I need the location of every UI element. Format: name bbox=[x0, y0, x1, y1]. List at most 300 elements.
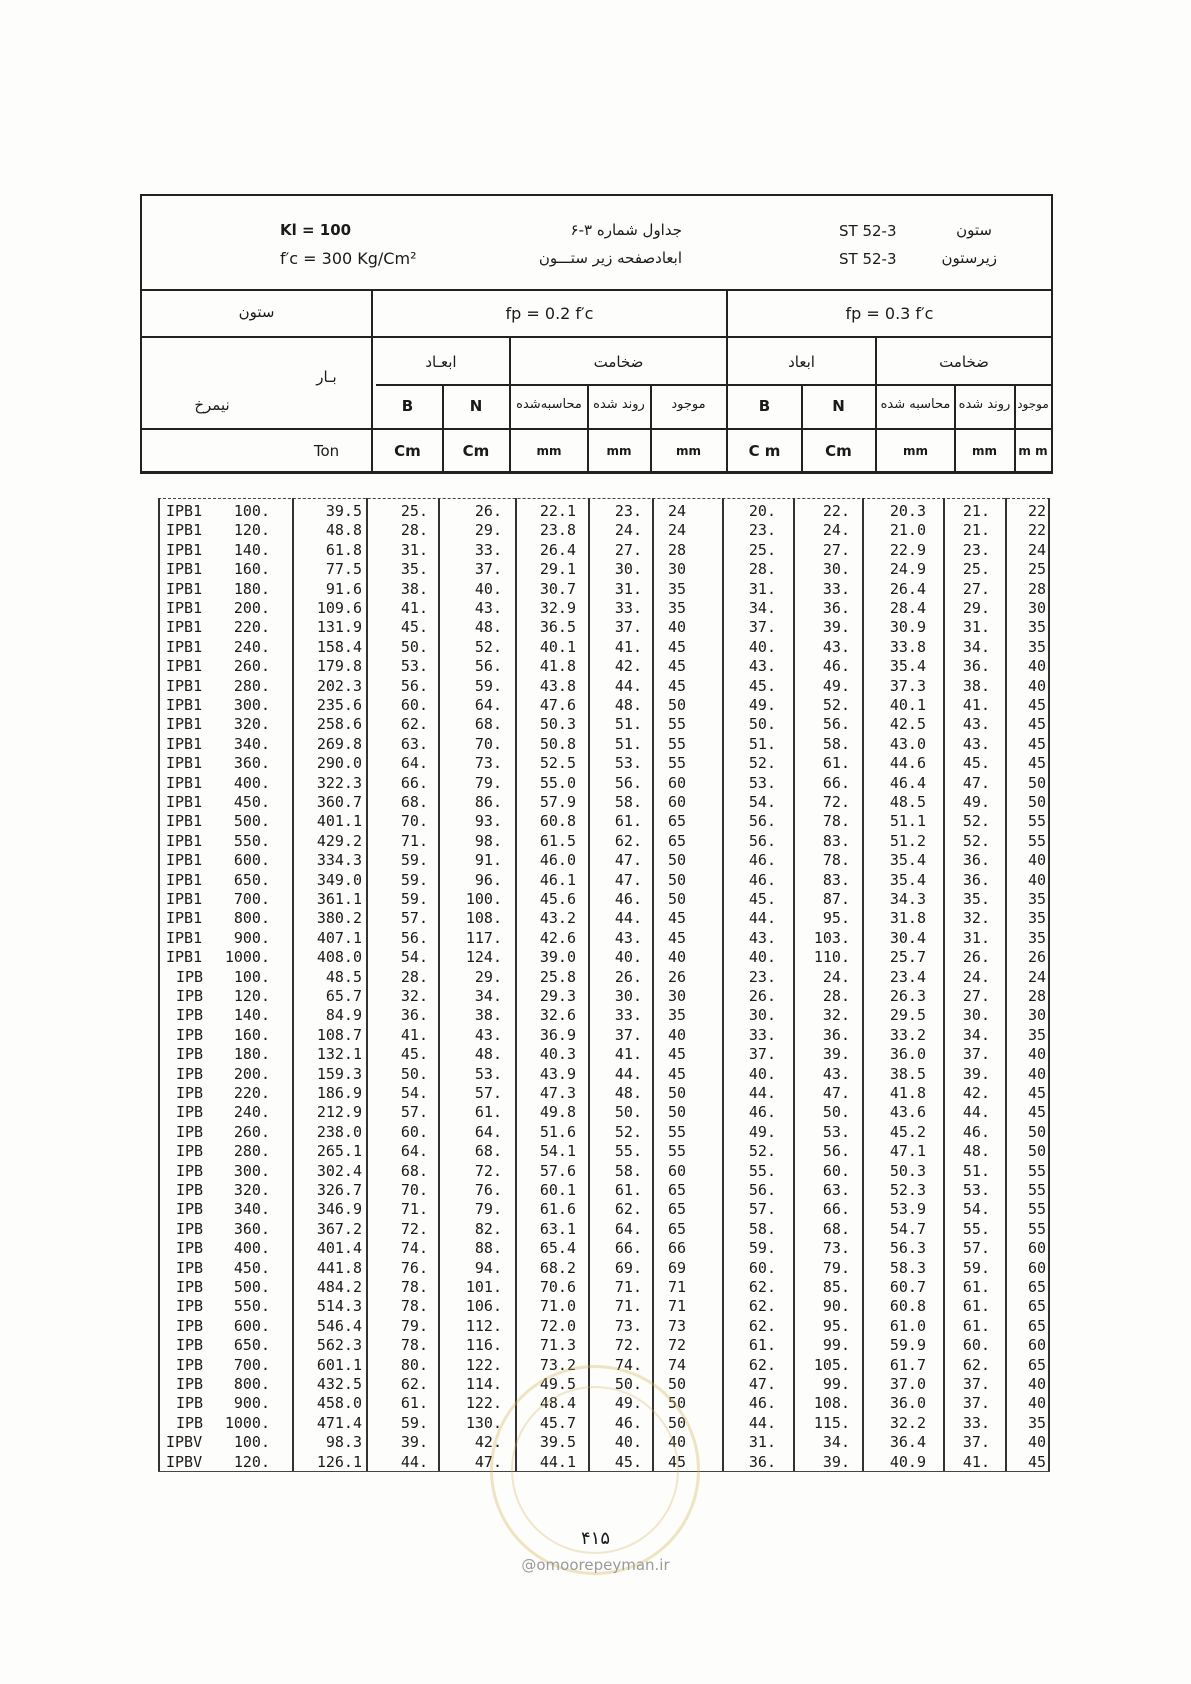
avail-thickness: 35 bbox=[667, 599, 686, 617]
header-divider bbox=[142, 336, 1051, 338]
n-value-2: 56. bbox=[822, 1142, 850, 1161]
load-value: 39.5 bbox=[325, 502, 362, 520]
calc-header-1: محاسبه‌شده bbox=[516, 397, 582, 412]
round-thickness: 37. bbox=[614, 1025, 642, 1044]
load-value: 408.0 bbox=[316, 948, 362, 967]
calc-thickness-2: 37.0 bbox=[889, 1375, 926, 1393]
b-value: 71. bbox=[400, 1200, 428, 1219]
load-value: 601.1 bbox=[316, 1355, 362, 1374]
avail-thickness: 50 bbox=[667, 1394, 686, 1413]
avail-thickness-2: 35 bbox=[1027, 618, 1046, 637]
profile-size: 240. bbox=[233, 637, 270, 656]
b-value: 60. bbox=[400, 1122, 428, 1141]
n-value-2: 56. bbox=[822, 715, 850, 734]
round-thickness: 48. bbox=[614, 1084, 642, 1102]
b-value: 61. bbox=[400, 1394, 428, 1413]
load-value: 302.4 bbox=[316, 1161, 362, 1180]
n-value: 29. bbox=[474, 521, 502, 540]
round-thickness-2: 37. bbox=[962, 1394, 990, 1413]
b-value: 57. bbox=[400, 909, 428, 928]
round-thickness: 44. bbox=[614, 1064, 642, 1083]
profile-type: IPB1 bbox=[166, 928, 203, 947]
b-value-2: 58. bbox=[748, 1219, 776, 1238]
avail-thickness: 45 bbox=[667, 1045, 686, 1064]
load-value: 269.8 bbox=[316, 734, 362, 753]
avail-thickness-2: 55 bbox=[1027, 1181, 1046, 1199]
profile-size: 220. bbox=[233, 618, 270, 637]
calc-thickness-2: 35.4 bbox=[889, 870, 926, 889]
round-thickness: 46. bbox=[614, 890, 642, 908]
avail-thickness-2: 45 bbox=[1027, 1452, 1046, 1471]
table-row bbox=[158, 1045, 1050, 1064]
round-thickness: 71. bbox=[614, 1278, 642, 1296]
n-value: 48. bbox=[474, 618, 502, 637]
profile-type: IPB1 bbox=[166, 521, 203, 540]
n-value: 101. bbox=[465, 1278, 502, 1296]
load-value: 401.4 bbox=[316, 1239, 362, 1258]
b-value: 28. bbox=[400, 521, 428, 540]
avail-thickness-2: 55 bbox=[1027, 1219, 1046, 1238]
b-value: 41. bbox=[400, 1025, 428, 1044]
n-value: 33. bbox=[474, 540, 502, 559]
calc-thickness: 42.6 bbox=[539, 928, 576, 947]
profile-type: IPB1 bbox=[166, 870, 203, 889]
avail-thickness-2: 40 bbox=[1027, 851, 1046, 870]
b-value: 53. bbox=[400, 657, 428, 676]
n-value: 38. bbox=[474, 1006, 502, 1025]
calc-thickness-2: 26.3 bbox=[889, 987, 926, 1005]
round-thickness: 37. bbox=[614, 618, 642, 637]
round-thickness: 44. bbox=[614, 676, 642, 695]
b-value-2: 56. bbox=[748, 1181, 776, 1199]
profile-size: 900. bbox=[233, 1394, 270, 1413]
avail-thickness-2: 65 bbox=[1027, 1355, 1046, 1374]
b-value: 78. bbox=[400, 1297, 428, 1316]
n-value: 96. bbox=[474, 870, 502, 889]
table-row bbox=[158, 1220, 1050, 1239]
n-value-2: 30. bbox=[822, 560, 850, 579]
round-thickness-2: 54. bbox=[962, 1200, 990, 1219]
table-row bbox=[158, 851, 1050, 870]
round-thickness: 72. bbox=[614, 1336, 642, 1355]
table-row bbox=[158, 812, 1050, 831]
load-value: 98.3 bbox=[325, 1433, 362, 1452]
profile-size: 700. bbox=[233, 890, 270, 908]
round-thickness-2: 52. bbox=[962, 812, 990, 831]
load-value: 132.1 bbox=[316, 1045, 362, 1064]
unit-mm: mm bbox=[675, 444, 701, 458]
avail-thickness: 60 bbox=[667, 1161, 686, 1180]
avail-thickness-2: 45 bbox=[1027, 1084, 1046, 1102]
round-thickness: 55. bbox=[614, 1142, 642, 1161]
b-value-2: 56. bbox=[748, 831, 776, 850]
n-value-2: 34. bbox=[822, 1433, 850, 1452]
calc-thickness: 29.3 bbox=[539, 987, 576, 1005]
b-value-2: 45. bbox=[748, 890, 776, 908]
avail-thickness: 50 bbox=[667, 851, 686, 870]
profile-type: IPB bbox=[176, 1258, 204, 1277]
calc-thickness: 57.9 bbox=[539, 793, 576, 811]
round-thickness: 73. bbox=[614, 1316, 642, 1335]
round-thickness: 58. bbox=[614, 1161, 642, 1180]
round-thickness-2: 27. bbox=[962, 987, 990, 1005]
calc-thickness-2: 38.5 bbox=[889, 1064, 926, 1083]
fp-02-label: fp = 0.2 f′c bbox=[505, 304, 594, 323]
unit-cm: Cm bbox=[825, 442, 852, 460]
profile-size: 340. bbox=[233, 1200, 270, 1219]
b-value: 41. bbox=[400, 599, 428, 617]
round-thickness-2: 30. bbox=[962, 1006, 990, 1025]
calc-thickness-2: 43.0 bbox=[889, 734, 926, 753]
n-value: 82. bbox=[474, 1219, 502, 1238]
avail-thickness-2: 28 bbox=[1027, 987, 1046, 1005]
n-value-2: 43. bbox=[822, 1064, 850, 1083]
calc-thickness-2: 21.0 bbox=[889, 521, 926, 540]
b-value-2: 28. bbox=[748, 560, 776, 579]
calc-thickness: 46.1 bbox=[539, 870, 576, 889]
avail-thickness: 72 bbox=[667, 1336, 686, 1355]
round-header-1: روند شده bbox=[593, 397, 645, 412]
calc-thickness-2: 28.4 bbox=[889, 599, 926, 617]
profile-type: IPB1 bbox=[166, 909, 203, 928]
b-value: 68. bbox=[400, 1161, 428, 1180]
n-value-2: 58. bbox=[822, 734, 850, 753]
table-row bbox=[158, 1297, 1050, 1316]
load-value: 65.7 bbox=[325, 987, 362, 1005]
avail-thickness: 26 bbox=[667, 967, 686, 986]
b-value-2: 33. bbox=[748, 1025, 776, 1044]
profile-size: 450. bbox=[233, 1258, 270, 1277]
b-value-2: 23. bbox=[748, 521, 776, 540]
table-row bbox=[158, 909, 1050, 928]
b-value-2: 37. bbox=[748, 1045, 776, 1064]
n-value-2: 46. bbox=[822, 657, 850, 676]
calc-thickness: 50.3 bbox=[539, 715, 576, 734]
calc-thickness-2: 58.3 bbox=[889, 1258, 926, 1277]
round-thickness-2: 51. bbox=[962, 1161, 990, 1180]
avail-thickness-2: 22 bbox=[1027, 521, 1046, 540]
calc-thickness: 41.8 bbox=[539, 657, 576, 676]
round-thickness: 47. bbox=[614, 851, 642, 870]
round-thickness: 69. bbox=[614, 1258, 642, 1277]
n-value-2: 43. bbox=[822, 637, 850, 656]
profile-size: 600. bbox=[233, 1316, 270, 1335]
profile-size: 500. bbox=[233, 812, 270, 831]
table-row bbox=[158, 1317, 1050, 1336]
round-thickness: 62. bbox=[614, 831, 642, 850]
b-value: 72. bbox=[400, 1219, 428, 1238]
avail-thickness: 65 bbox=[667, 1200, 686, 1219]
avail-thickness-2: 65 bbox=[1027, 1316, 1046, 1335]
round-thickness: 41. bbox=[614, 1045, 642, 1064]
load-value: 432.5 bbox=[316, 1375, 362, 1393]
round-thickness: 49. bbox=[614, 1394, 642, 1413]
b-value-2: 46. bbox=[748, 851, 776, 870]
avail-thickness: 35 bbox=[667, 579, 686, 598]
calc-thickness: 40.3 bbox=[539, 1045, 576, 1064]
load-value: 407.1 bbox=[316, 928, 362, 947]
profile-type: IPB bbox=[176, 1413, 204, 1432]
load-value: 202.3 bbox=[316, 676, 362, 695]
round-thickness-2: 59. bbox=[962, 1258, 990, 1277]
round-thickness: 74. bbox=[614, 1355, 642, 1374]
profile-size: 400. bbox=[233, 773, 270, 792]
n-value-2: 90. bbox=[822, 1297, 850, 1316]
profile-type: IPB bbox=[176, 1045, 204, 1064]
profile-type: IPB1 bbox=[166, 812, 203, 831]
calc-thickness: 63.1 bbox=[539, 1219, 576, 1238]
n-value: 72. bbox=[474, 1161, 502, 1180]
n-value-2: 24. bbox=[822, 967, 850, 986]
avail-thickness: 60 bbox=[667, 793, 686, 811]
column-steel-grade: ST 52-3 bbox=[839, 222, 897, 240]
avail-thickness: 73 bbox=[667, 1316, 686, 1335]
table-row bbox=[158, 677, 1050, 696]
round-thickness-2: 36. bbox=[962, 851, 990, 870]
b-value: 45. bbox=[400, 1045, 428, 1064]
table-subtitle: ابعادصفحه زیر ستـــون bbox=[538, 249, 682, 267]
round-thickness: 30. bbox=[614, 987, 642, 1005]
b-value: 56. bbox=[400, 676, 428, 695]
n-value: 26. bbox=[474, 502, 502, 520]
round-thickness-2: 34. bbox=[962, 1025, 990, 1044]
load-value: 48.8 bbox=[325, 521, 362, 540]
table-row bbox=[158, 1200, 1050, 1219]
b-value: 60. bbox=[400, 696, 428, 714]
avail-thickness-2: 60 bbox=[1027, 1258, 1046, 1277]
load-value: 77.5 bbox=[325, 560, 362, 579]
round-thickness: 50. bbox=[614, 1375, 642, 1393]
profile-size: 360. bbox=[233, 1219, 270, 1238]
load-value: 429.2 bbox=[316, 831, 362, 850]
b-value-2: 52. bbox=[748, 1142, 776, 1161]
round-thickness-2: 37. bbox=[962, 1045, 990, 1064]
b-value-2: 57. bbox=[748, 1200, 776, 1219]
header-divider bbox=[376, 384, 1051, 386]
load-value: 212.9 bbox=[316, 1103, 362, 1122]
n-value: 93. bbox=[474, 812, 502, 831]
round-thickness-2: 24. bbox=[962, 967, 990, 986]
b-value: 59. bbox=[400, 851, 428, 870]
b-value: 59. bbox=[400, 890, 428, 908]
load-value: 458.0 bbox=[316, 1394, 362, 1413]
n-value-2: 28. bbox=[822, 987, 850, 1005]
b-value: 28. bbox=[400, 967, 428, 986]
avail-thickness: 74 bbox=[667, 1355, 686, 1374]
n-value-2: 66. bbox=[822, 1200, 850, 1219]
b-value-2: 43. bbox=[748, 657, 776, 676]
n-value-2: 79. bbox=[822, 1258, 850, 1277]
avail-thickness-2: 55 bbox=[1027, 1200, 1046, 1219]
dimensions-group-2: ابعاد bbox=[788, 353, 815, 371]
thickness-group-1: ضخامت bbox=[593, 353, 644, 371]
calc-thickness-2: 47.1 bbox=[889, 1142, 926, 1161]
load-value: 84.9 bbox=[325, 1006, 362, 1025]
avail-thickness-2: 35 bbox=[1027, 1025, 1046, 1044]
profile-type: IPB bbox=[176, 1006, 204, 1025]
avail-thickness-2: 50 bbox=[1027, 1142, 1046, 1161]
n-value: 112. bbox=[465, 1316, 502, 1335]
profile-type: IPB bbox=[176, 1064, 204, 1083]
n-value-2: 33. bbox=[822, 579, 850, 598]
table-row bbox=[158, 1162, 1050, 1181]
round-thickness-2: 34. bbox=[962, 637, 990, 656]
round-thickness: 46. bbox=[614, 1413, 642, 1432]
b-value: 54. bbox=[400, 948, 428, 967]
unit-ton: Ton bbox=[313, 442, 340, 460]
load-value: 258.6 bbox=[316, 715, 362, 734]
round-thickness: 52. bbox=[614, 1122, 642, 1141]
avail-thickness-2: 40 bbox=[1027, 870, 1046, 889]
n-value-2: 61. bbox=[822, 754, 850, 773]
calc-thickness: 61.5 bbox=[539, 831, 576, 850]
profile-type: IPB1 bbox=[166, 560, 203, 579]
avail-thickness-2: 60 bbox=[1027, 1336, 1046, 1355]
n-value-2: 87. bbox=[822, 890, 850, 908]
profile-size: 280. bbox=[233, 1142, 270, 1161]
avail-thickness: 50 bbox=[667, 1375, 686, 1393]
profile-type: IPB bbox=[176, 1181, 204, 1199]
calc-thickness: 55.0 bbox=[539, 773, 576, 792]
round-thickness-2: 61. bbox=[962, 1297, 990, 1316]
avail-thickness-2: 40 bbox=[1027, 676, 1046, 695]
load-value: 158.4 bbox=[316, 637, 362, 656]
profile-type: IPBV bbox=[166, 1433, 203, 1452]
round-thickness: 41. bbox=[614, 637, 642, 656]
calc-thickness-2: 41.8 bbox=[889, 1084, 926, 1102]
avail-thickness: 30 bbox=[667, 987, 686, 1005]
profile-size: 400. bbox=[233, 1239, 270, 1258]
n-value-2: 36. bbox=[822, 1025, 850, 1044]
profile-type: IPB1 bbox=[166, 773, 203, 792]
calc-thickness-2: 29.5 bbox=[889, 1006, 926, 1025]
load-value: 401.1 bbox=[316, 812, 362, 831]
avail-thickness-2: 45 bbox=[1027, 1103, 1046, 1122]
round-thickness-2: 27. bbox=[962, 579, 990, 598]
load-label: بـار bbox=[316, 368, 337, 386]
round-thickness-2: 25. bbox=[962, 560, 990, 579]
round-thickness: 42. bbox=[614, 657, 642, 676]
avail-thickness: 71 bbox=[667, 1278, 686, 1296]
n-value: 76. bbox=[474, 1181, 502, 1199]
n-value: 124. bbox=[465, 948, 502, 967]
calc-thickness-2: 56.3 bbox=[889, 1239, 926, 1258]
calc-thickness-2: 22.9 bbox=[889, 540, 926, 559]
table-row bbox=[158, 890, 1050, 909]
n-value: 52. bbox=[474, 637, 502, 656]
b-value: 39. bbox=[400, 1433, 428, 1452]
b-value-2: 44. bbox=[748, 1084, 776, 1102]
n-value: 91. bbox=[474, 851, 502, 870]
calc-thickness: 43.8 bbox=[539, 676, 576, 695]
round-thickness-2: 36. bbox=[962, 870, 990, 889]
b-value-2: 59. bbox=[748, 1239, 776, 1258]
calc-thickness-2: 61.0 bbox=[889, 1316, 926, 1335]
round-thickness-2: 35. bbox=[962, 890, 990, 908]
profile-size: 160. bbox=[233, 560, 270, 579]
round-thickness: 30. bbox=[614, 560, 642, 579]
fc-value: f′c = 300 Kg/Cm² bbox=[280, 249, 417, 268]
round-thickness: 62. bbox=[614, 1200, 642, 1219]
calc-thickness: 43.9 bbox=[539, 1064, 576, 1083]
load-value: 334.3 bbox=[316, 851, 362, 870]
profile-size: 120. bbox=[233, 1452, 270, 1471]
n-value: 43. bbox=[474, 1025, 502, 1044]
round-thickness-2: 29. bbox=[962, 599, 990, 617]
round-thickness: 50. bbox=[614, 1103, 642, 1122]
b-value: 78. bbox=[400, 1278, 428, 1296]
calc-thickness-2: 30.4 bbox=[889, 928, 926, 947]
n-value-2: 39. bbox=[822, 1045, 850, 1064]
calc-thickness: 39.5 bbox=[539, 1433, 576, 1452]
unit-mm: m m bbox=[1018, 444, 1048, 458]
profile-type: IPB bbox=[176, 1239, 204, 1258]
table-row bbox=[158, 793, 1050, 812]
avail-header-1: موجود bbox=[671, 397, 706, 412]
unit-mm: mm bbox=[606, 444, 632, 458]
table-row bbox=[158, 618, 1050, 637]
table-row bbox=[158, 599, 1050, 618]
round-thickness-2: 53. bbox=[962, 1181, 990, 1199]
round-thickness-2: 61. bbox=[962, 1278, 990, 1296]
round-thickness-2: 23. bbox=[962, 540, 990, 559]
b-value: 56. bbox=[400, 928, 428, 947]
profile-type: IPB1 bbox=[166, 696, 203, 714]
n-value: 57. bbox=[474, 1084, 502, 1102]
b-value-2: 62. bbox=[748, 1297, 776, 1316]
b-value-2: 61. bbox=[748, 1336, 776, 1355]
table-header bbox=[140, 194, 1053, 474]
calc-thickness: 39.0 bbox=[539, 948, 576, 967]
avail-thickness-2: 55 bbox=[1027, 812, 1046, 831]
table-row bbox=[158, 560, 1050, 579]
base-label: زیرستون bbox=[941, 249, 997, 267]
b-value: 71. bbox=[400, 831, 428, 850]
round-thickness: 47. bbox=[614, 870, 642, 889]
calc-thickness: 26.4 bbox=[539, 540, 576, 559]
round-thickness: 27. bbox=[614, 540, 642, 559]
n-value-2: 52. bbox=[822, 696, 850, 714]
calc-header-2: محاسبه شده bbox=[880, 397, 951, 412]
calc-thickness-2: 40.9 bbox=[889, 1452, 926, 1471]
round-thickness-2: 44. bbox=[962, 1103, 990, 1122]
avail-thickness-2: 35 bbox=[1027, 637, 1046, 656]
b-value: 79. bbox=[400, 1316, 428, 1335]
avail-thickness-2: 50 bbox=[1027, 793, 1046, 811]
b-value: 45. bbox=[400, 618, 428, 637]
profile-size: 180. bbox=[233, 1045, 270, 1064]
avail-thickness: 24 bbox=[667, 521, 686, 540]
table-row bbox=[158, 657, 1050, 676]
calc-thickness: 32.6 bbox=[539, 1006, 576, 1025]
n-value: 108. bbox=[465, 909, 502, 928]
b-value-2: 36. bbox=[748, 1452, 776, 1471]
table-row bbox=[158, 1084, 1050, 1103]
n-value: 117. bbox=[465, 928, 502, 947]
calc-thickness-2: 31.8 bbox=[889, 909, 926, 928]
avail-thickness: 50 bbox=[667, 1103, 686, 1122]
table-row bbox=[158, 1278, 1050, 1297]
calc-thickness: 71.3 bbox=[539, 1336, 576, 1355]
avail-thickness: 35 bbox=[667, 1006, 686, 1025]
table-row bbox=[158, 1259, 1050, 1278]
profile-size: 600. bbox=[233, 851, 270, 870]
b-value-2: 34. bbox=[748, 599, 776, 617]
avail-thickness: 55 bbox=[667, 715, 686, 734]
avail-thickness-2: 65 bbox=[1027, 1297, 1046, 1316]
n-value: 122. bbox=[465, 1394, 502, 1413]
calc-thickness-2: 35.4 bbox=[889, 851, 926, 870]
